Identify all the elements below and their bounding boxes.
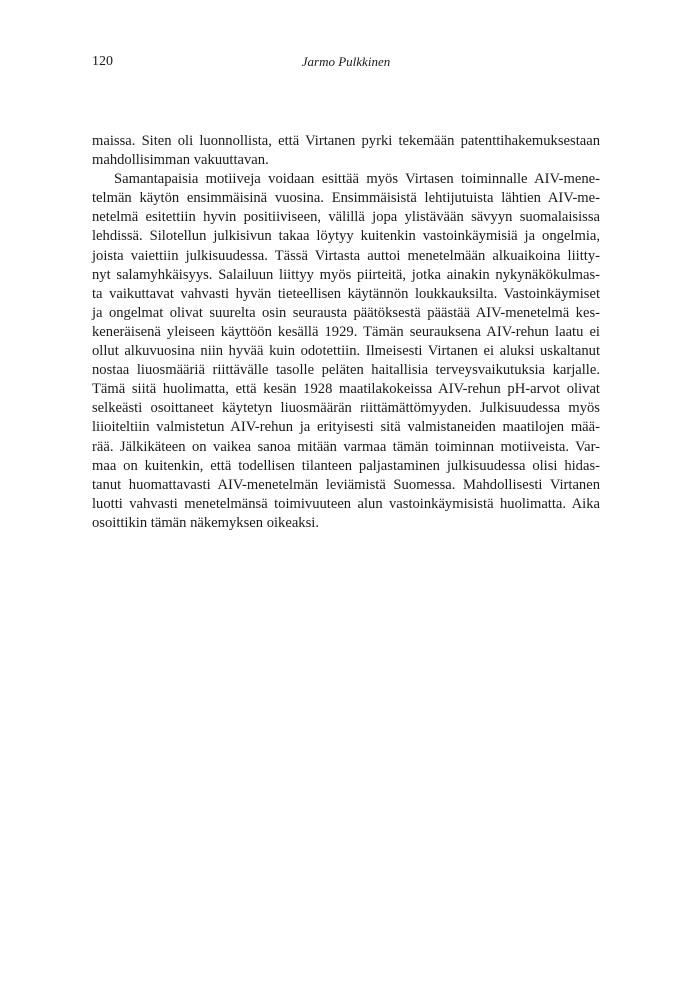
text-line: lehdissä. Silotellun julkisivun takaa löytyy kuitenkin vastoinkäymisiä ja ongelmia, — [92, 228, 600, 245]
text-line: maissa. Siten oli luonnollista, että Virtanen pyrki tekemään patenttihakemuksestaan — [92, 133, 600, 149]
page-number: 120 — [92, 54, 113, 69]
text-line: liioiteltiin valmistetun AIV-rehun ja erityisesti sitä valmistaneiden maatilojen mää- — [92, 419, 600, 436]
text-line: rää. Jälkikäteen on vaikea sanoa mitään varmaa tämän toiminnan motiiveista. Var- — [92, 438, 600, 455]
text-line: nyt salamyhkäisyys. Salailuun liittyy myös piirteitä, jotka ainakin nykynäkökulmas- — [92, 266, 600, 283]
text-line: luotti vahvasti menetelmänsä toimivuuteen alun vastoinkäymisistä huolimatta. Aika — [92, 495, 600, 512]
text-line: joista vaiettiin julkisuudessa. Tässä Virtasta auttoi menetelmään alkuaikoina liitty- — [92, 247, 600, 264]
text-line: telmän käytön ensimmäisinä vuosina. Ensimmäisistä lehtijutuista lähtien AIV-me- — [92, 190, 600, 207]
text-line: ollut alkuvuosina niin hyvää kuin odotettiin. Ilmeisesti Virtanen ei aluksi uskaltanut — [92, 343, 600, 360]
text-line: tanut huomattavasti AIV-menetelmän leviämistä Suomessa. Mahdollisesti Virtanen — [92, 476, 600, 493]
text-line: ja ongelmat olivat suurelta osin seurausta päätöksestä päästää AIV-menetelmä kes- — [92, 304, 600, 321]
text-line: nostaa liuosmääriä riittävälle tasolle peläten haitallisia terveysvaikutuksia karjalle. — [92, 362, 600, 379]
text-line: netelmä esitettiin hyvin positiiviseen, välillä jopa ylistävään sävyyn suomalaisissa — [92, 209, 600, 226]
text-line: maa on kuitenkin, että todellisen tilanteen paljastaminen julkisuudessa olisi hidas- — [92, 457, 600, 474]
body-text — [92, 132, 600, 533]
text-line: Tämä siitä huolimatta, että kesän 1928 maatilakokeissa AIV-rehun pH-arvot olivat — [92, 381, 600, 398]
text-line: ta vaikuttavat vahvasti hyvän tieteellisen käytännön loukkauksilta. Vastoinkäymiset — [92, 285, 600, 302]
text-line: osoittikin tämän näkemyksen oikeaksi. — [92, 514, 319, 531]
running-head-author: Jarmo Pulkkinen — [301, 54, 391, 69]
text-line: Samantapaisia motiiveja voidaan esittää myös Virtasen toiminnalle AIV-mene- — [114, 171, 600, 188]
text-line: keneräisenä yleiseen käyttöön kesällä 1929. Tämän seurauksena AIV-rehun laatu ei — [92, 323, 600, 340]
text-line: mahdollisimman vakuuttavan. — [92, 152, 269, 169]
text-line: selkeästi osoittaneet käytetyn liuosmäärän riittämättömyyden. Julkisuudessa myös — [92, 400, 600, 417]
page-header — [92, 52, 600, 72]
